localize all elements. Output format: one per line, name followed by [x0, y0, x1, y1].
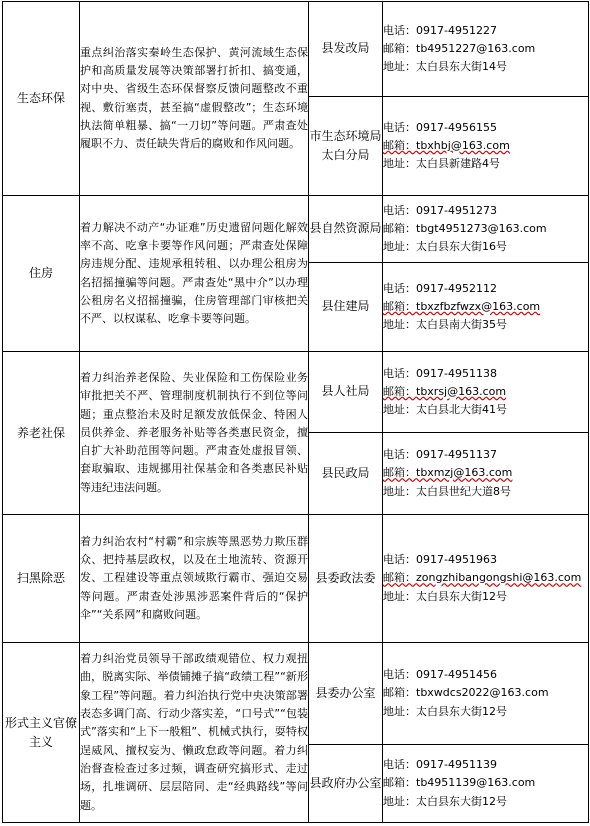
email-text: 邮箱：tbgt4951273@163.com — [383, 221, 547, 235]
contact-cell — [383, 2, 589, 97]
category-cell: 养老社保 — [3, 352, 80, 515]
email-text: 邮箱：tb4951227@163.com — [383, 41, 536, 55]
contact-cell — [383, 433, 589, 515]
phone-text: 电话：0917-4952112 — [383, 281, 497, 295]
phone-text: 电话：0917-4951227 — [383, 23, 497, 37]
address-text: 地址：太白县世纪大道8号 — [383, 484, 511, 498]
description-cell: 着力解决不动产“办证难”历史遗留问题化解效率不高、吃拿卡要等作风问题；严肃查处保障房违规分配、违规承租转租、以办理公租房为名招摇撞骗等问题。严肃查处“黑中介”以办理公租房名义招摇撞骗，住房管理部门审核把关不严、以权谋私、吃拿卡要等问题。 — [80, 196, 309, 352]
supervision-table — [2, 1, 589, 823]
department-cell: 县住建局 — [309, 263, 383, 352]
contact-cell — [383, 263, 589, 352]
contact-cell — [383, 745, 589, 823]
phone-text: 电话：0917-4951138 — [383, 366, 497, 380]
category-cell: 生态环保 — [3, 2, 80, 196]
table-row — [3, 643, 589, 745]
description-cell: 着力纠治党员领导干部政绩观错位、权力观扭曲，脱离实际、举债铺摊子搞“政绩工程”“新形象工程”等问题。着力纠治执行党中央决策部署表态多调门高、行动少落实差，“口号式”“包装式”落实和“上下一般粗”、机械式执行，耍特权逞威风、擅权妄为、懒政怠政等问题。着力纠治督查检查过多过频，调查研究搞形式、走过场，扎堆调研、层层陪同、走“经典路线”等问题。 — [80, 643, 309, 823]
address-text: 地址：太白县东大街14号 — [383, 60, 507, 74]
description-cell: 着力纠治养老保险、失业保险和工伤保险业务审批把关不严、管理制度机制执行不到位等问题；重点整治未及时足额发放低保金、特困人员供养金、养老服务补贴等各类惠民资金，擅自扩大补助范围等问题。严肃查处虚报冒领、套取骗取、违规挪用社保基金和各类惠民补贴等违纪违法问题。 — [80, 352, 309, 515]
category-cell: 形式主义官僚主义 — [3, 643, 80, 823]
email-text: 邮箱：tbxhbj@163.com — [383, 138, 510, 152]
contact-cell — [383, 196, 589, 263]
phone-text: 电话：0917-4951456 — [383, 668, 497, 682]
contact-cell — [383, 643, 589, 745]
department-cell: 县民政局 — [309, 433, 383, 515]
category-cell: 扫黑除恶 — [3, 515, 80, 643]
address-text: 地址：太白县东大街16号 — [383, 240, 507, 254]
email-text: 邮箱：tbxrsj@163.com — [383, 384, 507, 398]
department-cell: 县发改局 — [309, 2, 383, 97]
department-cell: 县自然资源局 — [309, 196, 383, 263]
email-text: 邮箱：tbxwdcs2022@163.com — [383, 686, 549, 700]
email-text: 邮箱：tbxmzj@163.com — [383, 466, 513, 480]
department-cell: 县政府办公室 — [309, 745, 383, 823]
contact-cell — [383, 515, 589, 643]
email-text: 邮箱：zongzhibangongshi@163.com — [383, 571, 582, 585]
category-cell: 住房 — [3, 196, 80, 352]
department-cell: 县人社局 — [309, 352, 383, 433]
department-cell: 县委政法委 — [309, 515, 383, 643]
table-row — [3, 515, 589, 643]
table-row — [3, 196, 589, 263]
address-text: 地址：太白县南大街35号 — [383, 318, 507, 332]
department-cell: 市生态环境局太白分局 — [309, 97, 383, 196]
description-cell: 重点纠治落实秦岭生态保护、黄河流域生态保护和高质量发展等决策部署打折扣、搞变通，对中央、省级生态环保督察反馈问题整改不重视、敷衍塞责，甚至搞“虚假整改”；生态环境执法简单粗暴、搞“一刀切”等问题。严肃查处履职不力、责任缺失背后的腐败和作风问题。 — [80, 2, 309, 196]
contact-cell — [383, 352, 589, 433]
table-row — [3, 352, 589, 433]
address-text: 地址：太白县东大街12号 — [383, 704, 507, 718]
phone-text: 电话：0917-4951137 — [383, 448, 497, 462]
address-text: 地址：太白县东大街12号 — [383, 589, 507, 603]
email-text: 邮箱：tbxzfbzfwzx@163.com — [383, 299, 541, 313]
address-text: 地址：太白县北大街41号 — [383, 403, 507, 417]
phone-text: 电话：0917-4951963 — [383, 553, 497, 567]
email-text: 邮箱：tb4951139@163.com — [383, 776, 536, 790]
contact-cell — [383, 97, 589, 196]
address-text: 地址：太白县新建路4号 — [383, 157, 500, 171]
description-cell: 着力纠治农村“村霸”和宗族等黑恶势力欺压群众、把持基层政权，以及在土地流转、资源开发、工程建设等重点领域欺行霸市、强迫交易等问题。严肃查处涉黑涉恶案件背后的“保护伞”“关系网”和腐败问题。 — [80, 515, 309, 643]
table-row — [3, 2, 589, 97]
phone-text: 电话：0917-4951139 — [383, 758, 497, 772]
address-text: 地址：太白县东大街12号 — [383, 794, 507, 808]
department-cell: 县委办公室 — [309, 643, 383, 745]
phone-text: 电话：0917-4951273 — [383, 203, 497, 217]
phone-text: 电话：0917-4956155 — [383, 120, 497, 134]
